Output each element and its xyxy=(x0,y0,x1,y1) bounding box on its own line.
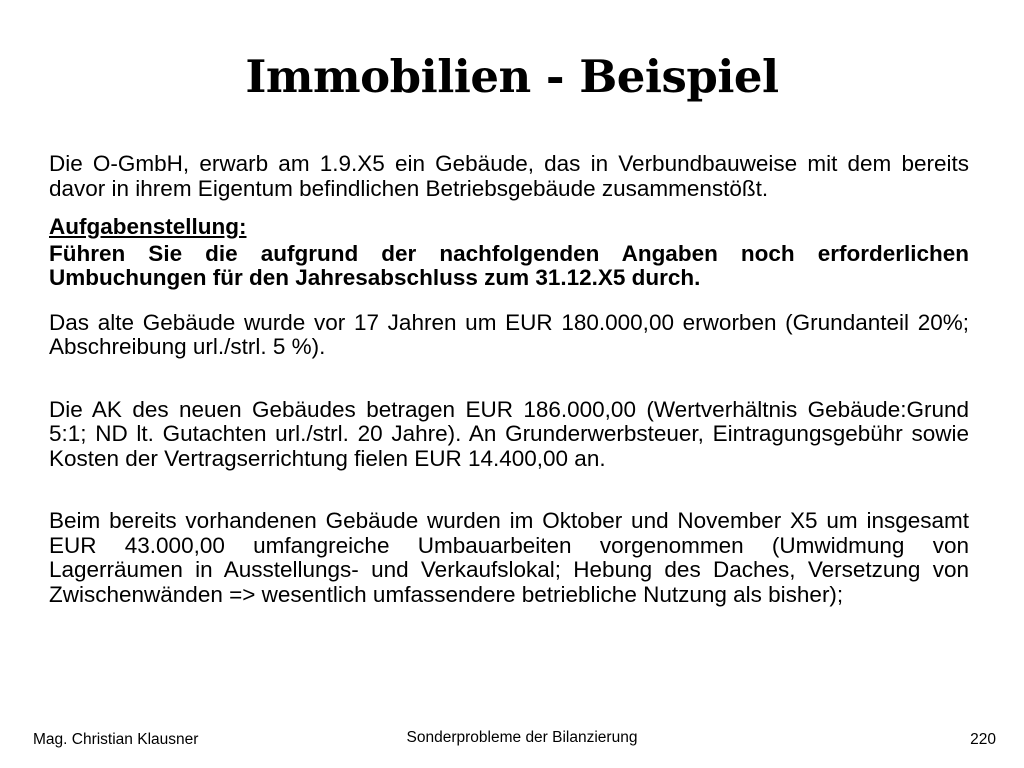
footer-course: Sonderprobleme der Bilanzierung xyxy=(406,729,638,746)
task-heading: Aufgabenstellung: xyxy=(49,214,247,239)
new-building-paragraph: Die AK des neuen Gebäudes betragen EUR 186.000,00 (Wertverhältnis Gebäude:Grund 5:1; ND lt. Gutachten url./strl. 20 Jahre). An Grunderwerbsteuer, Eintragungsgebühr sowie Kosten der Vertragserrichtung fielen EUR 14.400,00 an. xyxy=(49,396,969,471)
slide-content xyxy=(49,152,969,607)
old-building-paragraph: Das alte Gebäude wurde vor 17 Jahren um EUR 180.000,00 erworben (Grundanteil 20%; Abschreibung url./strl. 5 %). xyxy=(49,309,969,359)
slide-title: Immobilien - Beispiel xyxy=(245,50,779,103)
intro-paragraph: Die O-GmbH, erwarb am 1.9.X5 ein Gebäude, das in Verbundbauweise mit dem bereits davor in ihrem Eigentum befindlichen Betriebsgebäude zusammenstößt. xyxy=(49,151,969,201)
footer-author: Mag. Christian Klausner xyxy=(33,731,199,748)
renovation-paragraph: Beim bereits vorhandenen Gebäude wurden im Oktober und November X5 um insgesamt EUR 43.000,00 umfangreiche Umbauarbeiten vorgenommen (Umwidmung von Lagerräumen in Ausstellungs- und Verkaufslokal; Hebung des Daches, Versetzung von Zwischenwänden => wesentlich umfassendere betriebliche Nutzung als bisher); xyxy=(49,508,969,607)
footer-page-number: 220 xyxy=(970,731,996,748)
task-paragraph: Führen Sie die aufgrund der nachfolgenden Angaben noch erforderlichen Umbuchungen für den Jahresabschluss zum 31.12.X5 durch. xyxy=(49,240,969,290)
